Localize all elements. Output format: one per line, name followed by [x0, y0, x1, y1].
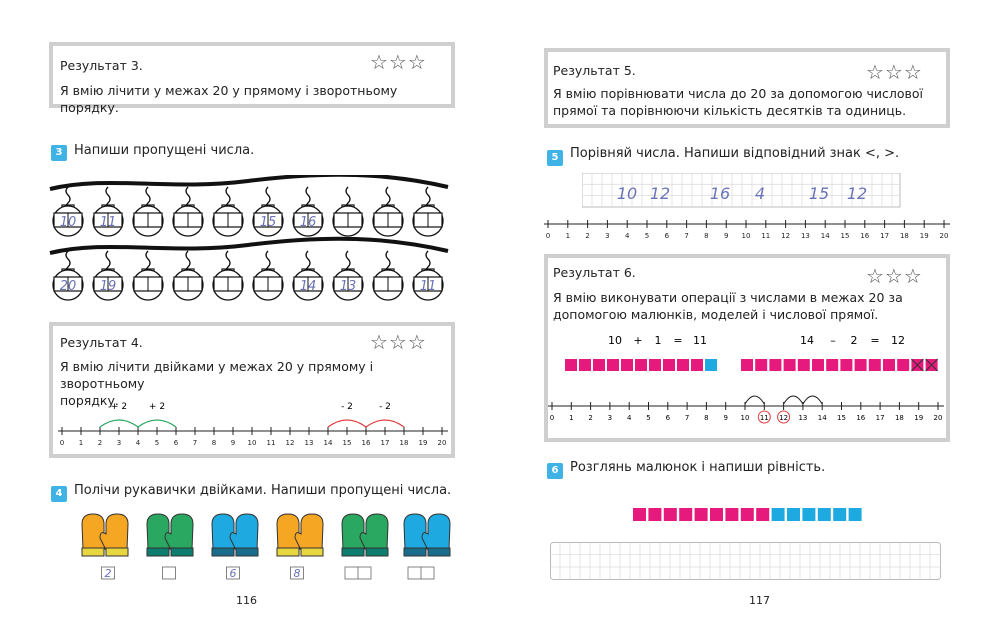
number-line-label: 9	[230, 439, 236, 447]
number-line-label: 10	[740, 414, 750, 422]
number-line-label: 1	[569, 414, 574, 422]
number-line-label: 3	[605, 232, 610, 240]
result5-title: Результат 5.	[553, 63, 636, 78]
jump-arc	[745, 396, 764, 404]
number-line-label: 16	[856, 414, 866, 422]
result5-line2: прямої та порівнюючи кількість десятків та одиниць.	[553, 103, 907, 118]
result4-line1: Я вмію лічити двійками у межах 20 у прямому і зворотньому	[60, 359, 374, 391]
bulb2-wire	[50, 239, 448, 253]
equation2-part: 14	[800, 334, 814, 347]
compare-number: 15	[808, 184, 830, 203]
model-square	[784, 359, 796, 371]
bulb2-number: 13	[339, 279, 357, 294]
task5-badge: 5	[547, 150, 563, 166]
mittens-picture	[75, 510, 455, 586]
mitten-cuff	[212, 548, 234, 556]
number-line-label: 12	[781, 232, 791, 240]
number-line-label: 5	[154, 439, 160, 447]
number-line-label: 20	[933, 414, 943, 422]
model-square	[755, 359, 767, 371]
model-square	[579, 359, 591, 371]
mitten-cuff	[428, 548, 450, 556]
grid-frame	[551, 543, 941, 580]
model-square	[649, 359, 661, 371]
number-line-label: 2	[97, 439, 103, 447]
bulb1-number: 10	[59, 215, 77, 230]
number-line-label: 18	[899, 232, 909, 240]
task6-square	[695, 508, 708, 521]
task6-square	[772, 508, 785, 521]
equation1-part: =	[673, 334, 683, 347]
result4-title: Результат 4.	[60, 335, 143, 350]
result3-text: Я вмію лічити у межах 20 у прямому і зворотньому порядку.	[60, 83, 398, 115]
compare-number: 12	[846, 184, 868, 203]
mitten-cuff	[82, 548, 104, 556]
garlands	[48, 175, 450, 307]
number-line-label: 11	[759, 414, 769, 422]
task6-square	[802, 508, 815, 521]
number-line-label: 16	[361, 439, 371, 447]
number-line-label: 3	[116, 439, 122, 447]
number-line-result4	[55, 395, 451, 450]
number-line-label: 1	[565, 232, 571, 240]
number-line-label: 19	[418, 439, 428, 447]
task3-text: Напиши пропущені числа.	[74, 143, 255, 158]
arc-minus	[366, 420, 404, 427]
number-line-label: 13	[304, 439, 314, 447]
model-square	[607, 359, 619, 371]
mitten-cuff	[106, 548, 128, 556]
model-square	[897, 359, 909, 371]
result4-line2: порядку.	[60, 393, 119, 408]
model-square	[798, 359, 810, 371]
page-number-right: 117	[749, 594, 770, 607]
number-line-label: 0	[549, 414, 555, 422]
number-line-label: 7	[684, 414, 690, 422]
number-line-label: 5	[644, 232, 650, 240]
number-line-label: 14	[817, 414, 827, 422]
model-square	[691, 359, 703, 371]
number-line-label: 12	[779, 414, 789, 422]
model-square	[855, 359, 867, 371]
equation1-part: 11	[693, 334, 707, 347]
number-line-label: 17	[880, 232, 890, 240]
model-square	[826, 359, 838, 371]
number-line-label: 7	[684, 232, 689, 240]
model-square	[812, 359, 824, 371]
bulb2-number: 19	[99, 279, 117, 294]
jump-arc	[784, 396, 803, 404]
result3-stars[interactable]: ☆☆☆	[370, 50, 427, 74]
task6-square	[679, 508, 692, 521]
number-line-label: 20	[939, 232, 949, 240]
number-line-label: 15	[342, 439, 352, 447]
arc-plus	[138, 420, 176, 427]
bulb1-wire	[50, 175, 448, 189]
arc-minus	[328, 420, 366, 427]
model-square	[840, 359, 852, 371]
mitten-cuff	[171, 548, 193, 556]
number-line-label: 5	[646, 414, 651, 422]
bulb2-number: 20	[59, 279, 77, 294]
number-line-label: 1	[78, 439, 84, 447]
number-line-label: 14	[820, 232, 830, 240]
mitten-cuff	[404, 548, 426, 556]
number-line-label: 20	[437, 439, 447, 447]
plus-label: + 2	[148, 402, 166, 412]
task5-text: Порівняй числа. Напиши відповідний знак <, >.	[570, 146, 900, 161]
result6-line2: допомогою малюнків, моделей і числової прямої.	[553, 307, 879, 322]
bulb1-number: 11	[99, 215, 117, 230]
model-square	[621, 359, 633, 371]
model-square	[741, 359, 753, 371]
bulb2-number: 14	[299, 279, 317, 294]
result6-title: Результат 6.	[553, 265, 636, 280]
number-line-label: 4	[626, 414, 632, 422]
result3-title: Результат 3.	[60, 58, 143, 73]
result6-text	[553, 289, 945, 323]
plus-label: + 2	[110, 402, 128, 412]
task4-badge: 4	[51, 486, 67, 502]
result5-stars[interactable]: ☆☆☆	[866, 60, 923, 84]
task3-badge: 3	[51, 145, 67, 161]
task6-square	[741, 508, 754, 521]
mitten-cuff	[301, 548, 323, 556]
model-square	[883, 359, 895, 371]
result6-line1: Я вмію виконувати операції з числами в межах 20 за	[553, 290, 903, 305]
task6-squares	[630, 506, 870, 524]
mitten-answer: 2	[104, 567, 112, 580]
mitten-cuff	[366, 548, 388, 556]
equation2-part: =	[870, 334, 880, 347]
number-line-label: 7	[192, 439, 198, 447]
task6-square	[833, 508, 846, 521]
number-line-label: 17	[380, 439, 390, 447]
mitten-answer: 8	[293, 567, 301, 580]
minus-label: - 2	[341, 402, 353, 412]
equation2-part: –	[830, 334, 836, 347]
number-line-label: 8	[704, 232, 709, 240]
mitten-cuff	[342, 548, 364, 556]
number-line-label: 15	[840, 232, 850, 240]
task6-square	[633, 508, 646, 521]
number-line-label: 18	[894, 414, 904, 422]
number-line-label: 6	[665, 414, 671, 422]
task6-square	[725, 508, 738, 521]
compare-number: 4	[754, 184, 766, 203]
mitten-cuff	[236, 548, 258, 556]
number-line-label: 4	[135, 439, 141, 447]
number-line-label: 10	[741, 232, 751, 240]
compare-number: 16	[709, 184, 731, 203]
task6-square	[664, 508, 677, 521]
number-line-label: 6	[173, 439, 179, 447]
answer-grid[interactable]	[550, 542, 942, 582]
number-line-label: 13	[800, 232, 810, 240]
model-square	[635, 359, 647, 371]
number-line-label: 2	[585, 232, 590, 240]
number-line-label: 14	[323, 439, 333, 447]
number-line-label: 18	[399, 439, 409, 447]
task6-square	[710, 508, 723, 521]
number-line-label: 16	[860, 232, 870, 240]
task6-text: Розглянь малюнок і напиши рівність.	[570, 460, 826, 475]
number-line-label: 3	[607, 414, 613, 422]
bulb1-number: 16	[299, 215, 317, 230]
model-square	[769, 359, 781, 371]
jump-arc	[803, 396, 822, 404]
result6-stars[interactable]: ☆☆☆	[866, 264, 923, 288]
task6-square	[818, 508, 831, 521]
model-square	[663, 359, 675, 371]
number-line-label: 13	[798, 414, 808, 422]
number-line-label: 2	[588, 414, 593, 422]
number-line-label: 12	[285, 439, 295, 447]
equation1-part: 1	[654, 334, 662, 347]
result5-text	[553, 85, 945, 119]
model-square	[705, 359, 717, 371]
task6-badge: 6	[547, 463, 563, 479]
mitten-answer: 6	[229, 567, 237, 580]
task4-text: Полічи рукавички двійками. Напиши пропущені числа.	[74, 483, 452, 498]
result4-stars[interactable]: ☆☆☆	[370, 330, 427, 354]
number-line-label: 19	[914, 414, 924, 422]
model-square	[677, 359, 689, 371]
equation1-part: 10	[608, 334, 622, 347]
result6-models	[548, 326, 948, 436]
number-line-label: 8	[211, 439, 217, 447]
number-line-label: 8	[704, 414, 709, 422]
number-line-label: 4	[624, 232, 630, 240]
equation1-part: +	[633, 334, 643, 347]
number-line-label: 9	[723, 232, 729, 240]
bulb1-number: 15	[259, 215, 277, 230]
number-line-label: 0	[545, 232, 551, 240]
equation2-part: 2	[850, 334, 858, 347]
model-square	[869, 359, 881, 371]
task6-square	[849, 508, 862, 521]
compare-number: 10	[616, 184, 638, 203]
page-number-left: 116	[236, 594, 257, 607]
mitten-cuff	[147, 548, 169, 556]
number-line-label: 0	[59, 439, 65, 447]
number-line-label: 17	[875, 414, 885, 422]
number-line-label: 10	[247, 439, 257, 447]
number-line-label: 11	[266, 439, 276, 447]
number-line-label: 6	[664, 232, 670, 240]
task6-square	[787, 508, 800, 521]
task6-square	[648, 508, 661, 521]
number-line-label: 9	[723, 414, 728, 422]
equation2-part: 12	[891, 334, 905, 347]
result5-line1: Я вмію порівнювати числа до 20 за допомогою числової	[553, 86, 923, 101]
number-line-task5	[543, 216, 953, 242]
minus-label: - 2	[379, 402, 391, 412]
model-square	[593, 359, 605, 371]
number-line-label: 11	[761, 232, 771, 240]
mitten-answer-box	[163, 567, 176, 579]
compare-number: 12	[649, 184, 671, 203]
number-line-label: 19	[919, 232, 929, 240]
mitten-cuff	[277, 548, 299, 556]
arc-plus	[100, 420, 138, 427]
compare-grid[interactable]	[582, 173, 902, 209]
bulb2-number: 11	[419, 279, 437, 294]
task6-square	[756, 508, 769, 521]
model-square	[565, 359, 577, 371]
number-line-label: 15	[837, 414, 846, 422]
